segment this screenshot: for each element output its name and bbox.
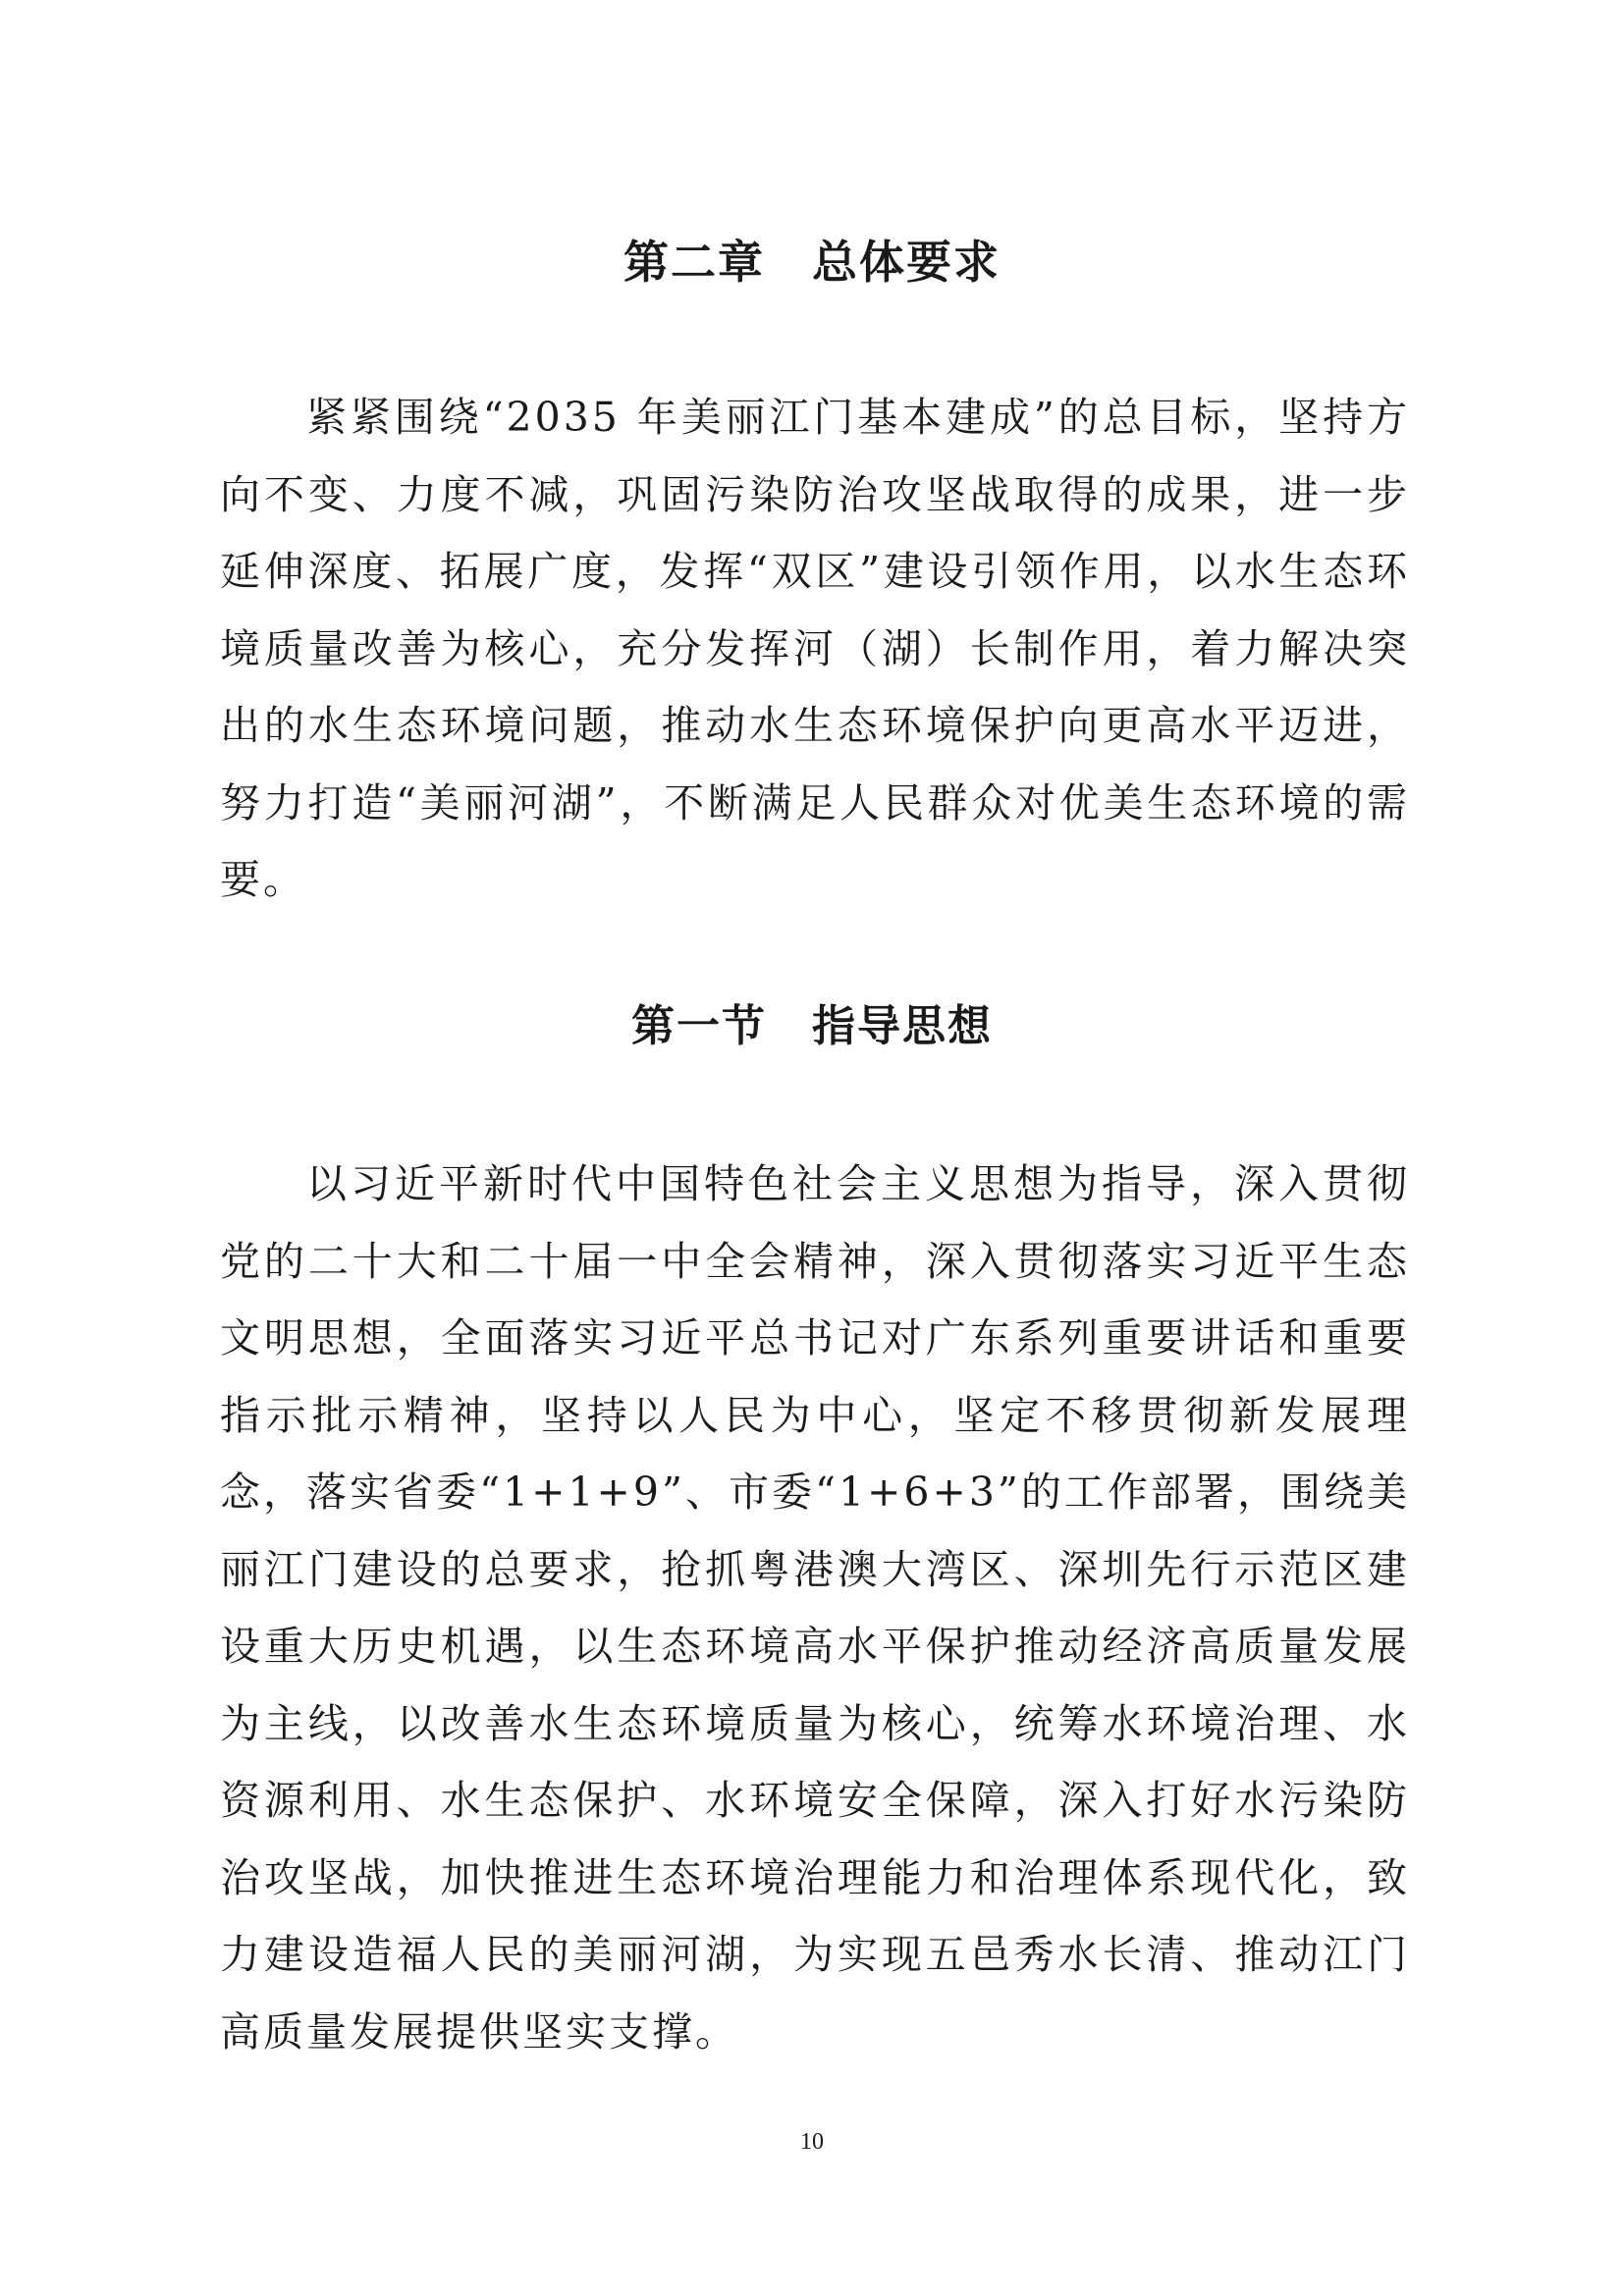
chapter-intro-paragraph: 紧紧围绕“2035 年美丽江门基本建成”的总目标，坚持方向不变、力度不减，巩固污染防治攻坚战取得的成果，进一步延伸深度、拓展广度，发挥“双区”建设引领作用，以水生态环境质量改善为核心，充分发挥河（湖）长制作用，着力解决突出的水生态环境问题，推动水生态环境保护向更高水平迈进，努力打造“美丽河湖”，不断满足人民群众对优美生态环境的需要。 — [220, 394, 1410, 903]
chapter-title: 第二章 总体要求 — [623, 236, 1001, 289]
section-title: 第一节 指导思想 — [631, 1001, 993, 1051]
guiding-ideology-paragraph: 以习近平新时代中国特色社会主义思想为指导，深入贯彻党的二十大和二十届一中全会精神，深入贯彻落实习近平生态文明思想，全面落实习近平总书记对广东系列重要讲话和重要指示批示精神，坚持以人民为中心，坚定不移贯彻新发展理念，落实省委“1+1+9”、市委“1+6+3”的工作部署，围绕美丽江门建设的总要求，抢抓粤港澳大湾区、深圳先行示范区建设重大历史机遇，以生态环境高水平保护推动经济高质量发展为主线，以改善水生态环境质量为核心，统筹水环境治理、水资源利用、水生态保护、水环境安全保障，深入打好水污染防治攻坚战，加快推进生态环境治理能力和治理体系现代化，致力建设造福人民的美丽河湖，为实现五邑秀水长清、推动江门高质量发展提供坚实支撑。 — [220, 1160, 1410, 2056]
page-number: 10 — [800, 2129, 824, 2155]
